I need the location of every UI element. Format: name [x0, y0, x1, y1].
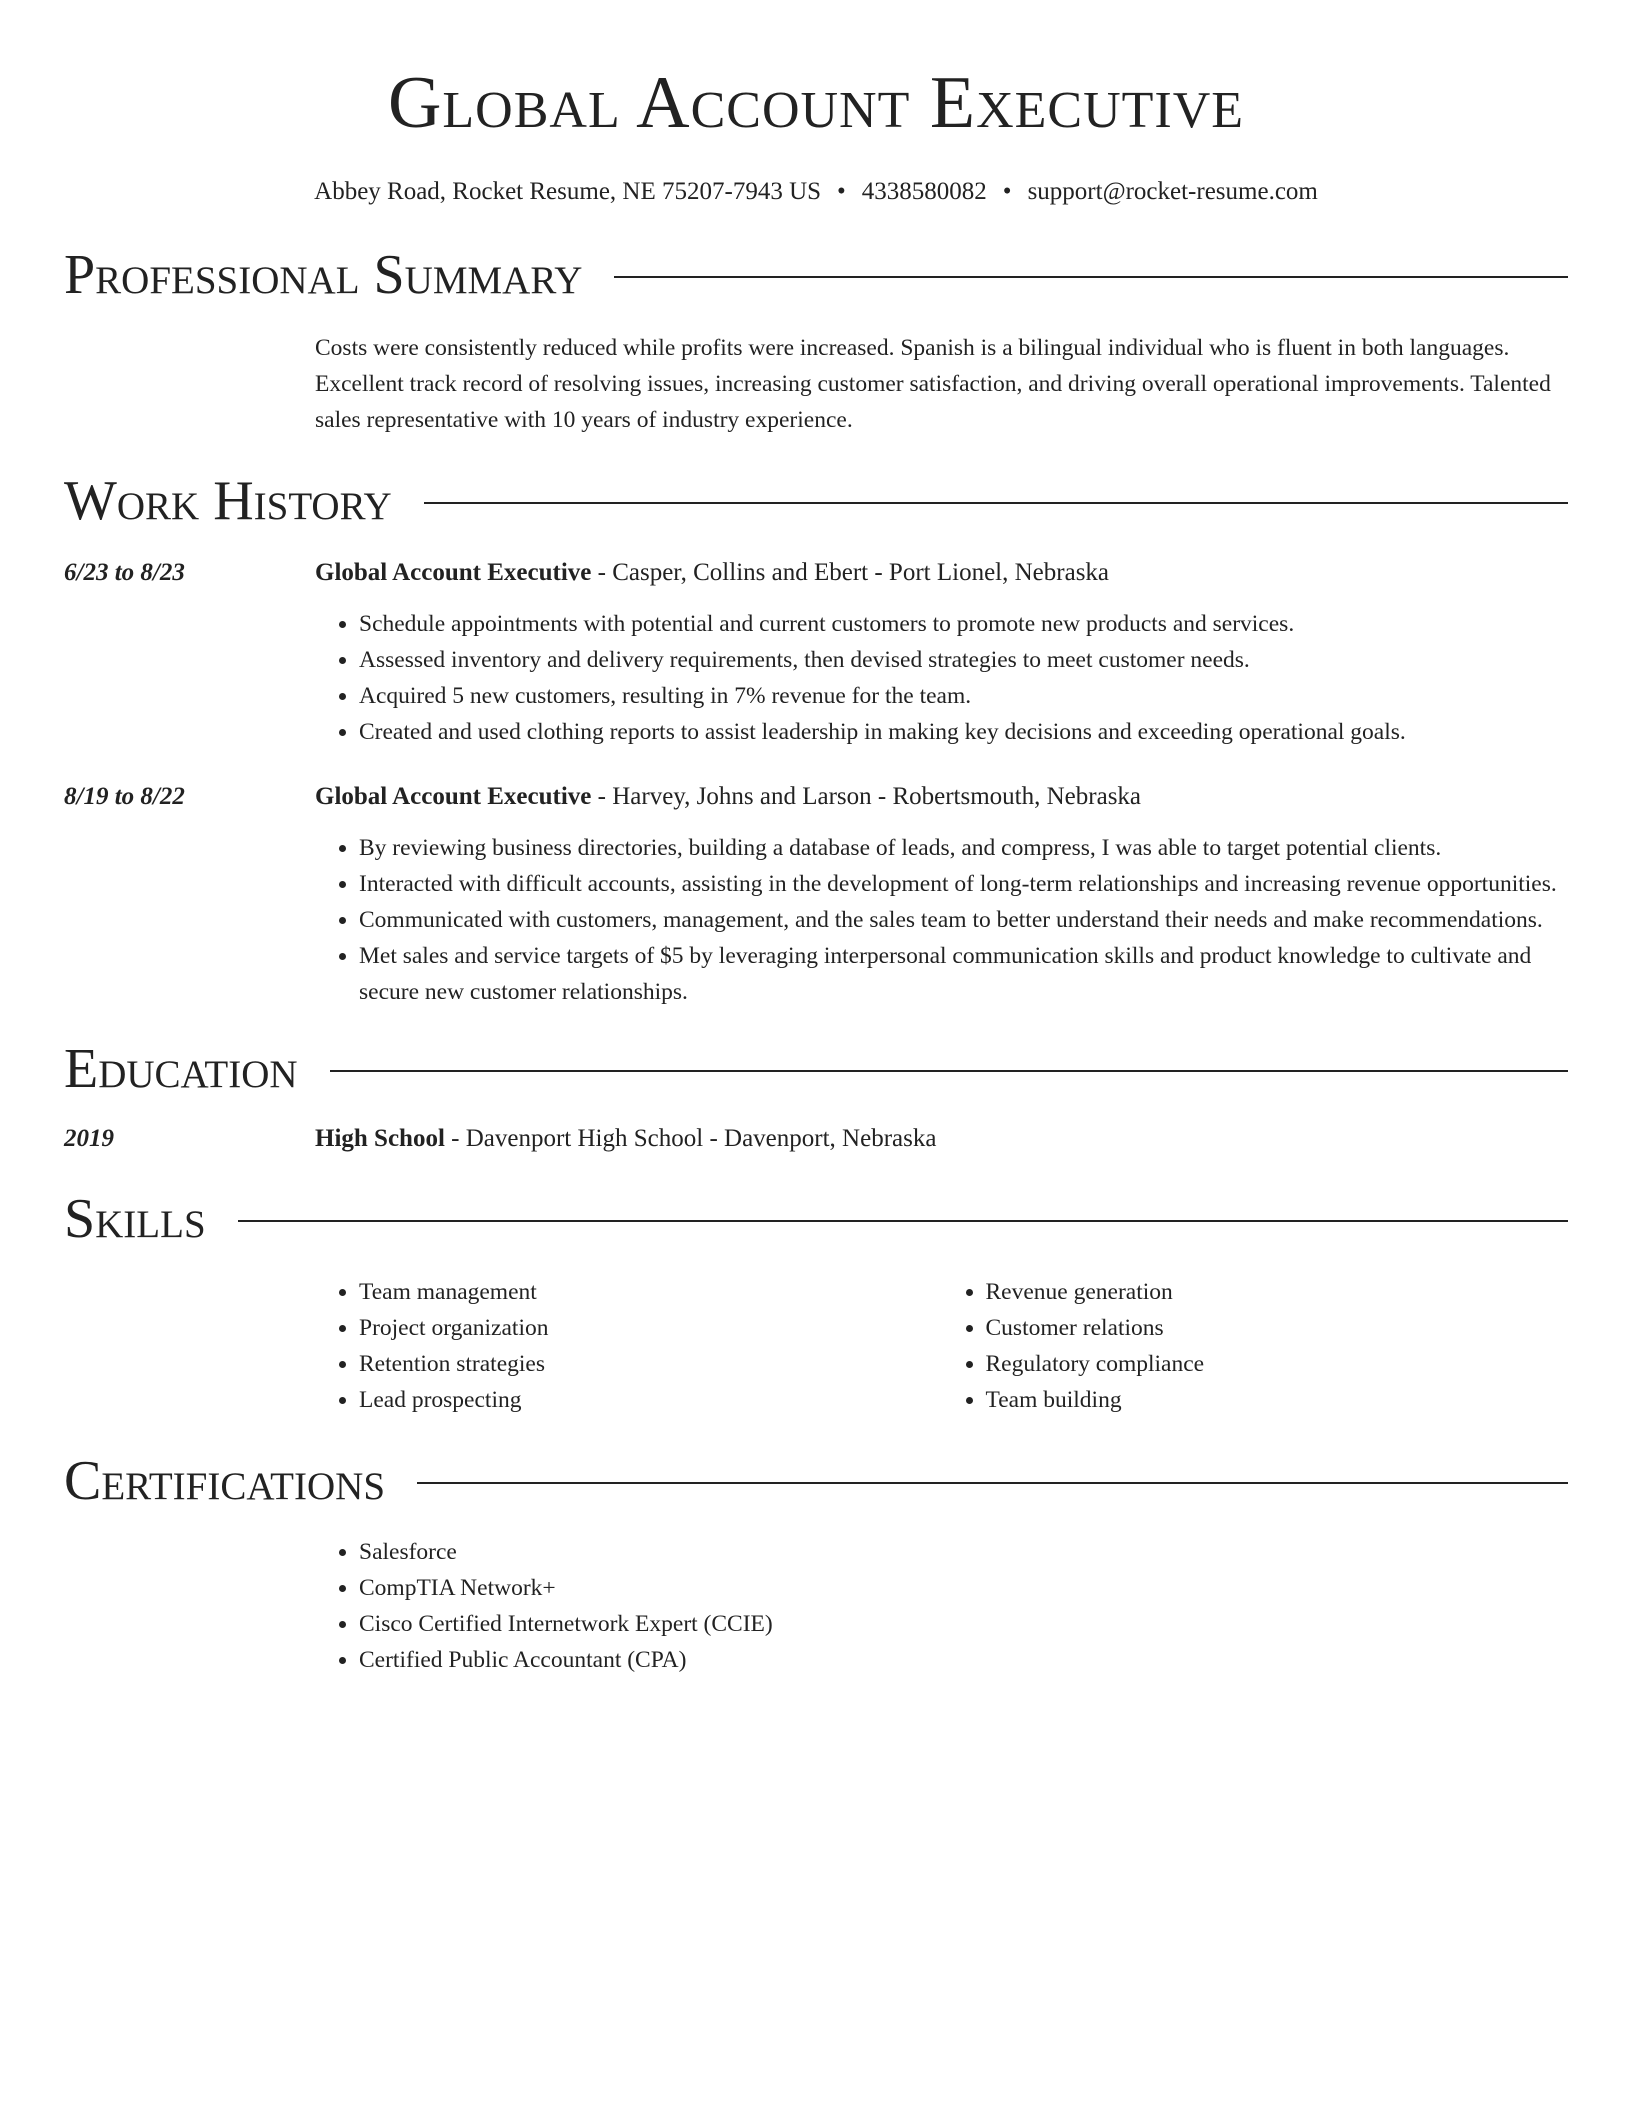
education-entry — [64, 1122, 1568, 1156]
skills-section-header — [64, 1186, 1568, 1252]
list-item: • Acquired 5 new customers, resulting in 7% revenue for the team. — [359, 678, 1568, 714]
separator-dot: • — [837, 178, 846, 205]
certifications-heading: Certifications — [64, 1450, 386, 1512]
phone: 4338580082 — [861, 178, 987, 205]
resume-title: Global Account Executive — [387, 62, 1245, 144]
section-divider — [614, 276, 1568, 278]
certifications-list — [315, 1534, 1568, 1678]
job-details: - Harvey, Johns and Larson - Robertsmouth, Nebraska — [591, 783, 1142, 810]
address: Abbey Road, Rocket Resume, NE 75207-7943 US — [314, 178, 822, 205]
list-item: • Retention strategies — [359, 1346, 942, 1382]
job-details: - Casper, Collins and Ebert - Port Lionel, Nebraska — [591, 559, 1110, 586]
list-item: • Revenue generation — [986, 1274, 1569, 1310]
summary-heading: Professional Summary — [64, 244, 583, 306]
summary-section-header — [64, 242, 1568, 308]
work-heading: Work History — [64, 470, 392, 532]
education-year: 2019 — [64, 1125, 114, 1152]
list-item: • Team building — [986, 1382, 1569, 1418]
job-bullets — [315, 606, 1568, 750]
job-entry — [64, 556, 1568, 750]
education-heading: Education — [64, 1038, 298, 1100]
skills-columns — [315, 1274, 1568, 1418]
job-title: Global Account Executive — [315, 559, 592, 586]
job-heading — [315, 556, 1568, 590]
list-item: • Certified Public Accountant (CPA) — [359, 1642, 1568, 1678]
list-item: • Assessed inventory and delivery requirements, then devised strategies to meet customer needs. — [359, 642, 1568, 678]
list-item: • Met sales and service targets of $5 by leveraging interpersonal communication skills and product knowledge to cultivate and secure new customer relationships. — [359, 938, 1568, 1010]
separator-dot: • — [1002, 178, 1012, 205]
job-title: Global Account Executive — [315, 783, 592, 810]
list-item: • Regulatory compliance — [986, 1346, 1569, 1382]
list-item: • Customer relations — [986, 1310, 1569, 1346]
education-details: - Davenport High School - Davenport, Nebraska — [444, 1125, 937, 1152]
education-section-header — [64, 1036, 1568, 1102]
certifications-section-header — [64, 1448, 1568, 1514]
list-item: • Created and used clothing reports to assist leadership in making key decisions and exceeding operational goals. — [359, 714, 1568, 750]
email: support@rocket-resume.com — [1027, 178, 1318, 205]
work-section-header — [64, 468, 1568, 534]
job-dates: 6/23 to 8/23 — [64, 559, 185, 586]
section-divider — [330, 1070, 1568, 1072]
section-divider — [238, 1220, 1568, 1222]
job-body — [315, 556, 1568, 750]
skills-right-list — [942, 1274, 1569, 1418]
list-item: • Salesforce — [359, 1534, 1568, 1570]
job-dates: 8/19 to 8/22 — [64, 783, 185, 810]
contact-line — [64, 176, 1568, 208]
job-body — [315, 780, 1568, 1010]
list-item: • By reviewing business directories, building a database of leads, and compress, I was able to target potential clients. — [359, 830, 1568, 866]
list-item: • Schedule appointments with potential and current customers to promote new products and services. — [359, 606, 1568, 642]
summary-text: Costs were consistently reduced while profits were increased. Spanish is a bilingual individual who is fluent in both languages. Excellent track record of resolving issues, increasing customer satisfaction, and driving overall operational improvements. Talented sales representative with 10 years of industry experience. — [315, 335, 1551, 433]
list-item: • Cisco Certified Internetwork Expert (CCIE) — [359, 1606, 1568, 1642]
list-item: • Team management — [359, 1274, 942, 1310]
section-divider — [424, 502, 1568, 504]
job-bullets — [315, 830, 1568, 1010]
list-item: • CompTIA Network+ — [359, 1570, 1568, 1606]
education-degree: High School — [315, 1125, 445, 1152]
list-item: • Communicated with customers, management, and the sales team to better understand their needs and make recommendations. — [359, 902, 1568, 938]
skills-heading: Skills — [64, 1188, 206, 1250]
list-item: • Interacted with difficult accounts, assisting in the development of long-term relationships and increasing revenue opportunities. — [359, 866, 1568, 902]
list-item: • Project organization — [359, 1310, 942, 1346]
education-heading-line — [315, 1122, 1568, 1156]
job-entry — [64, 780, 1568, 1010]
certifications-block — [315, 1534, 1568, 1678]
section-divider — [417, 1482, 1568, 1484]
list-item: • Lead prospecting — [359, 1382, 942, 1418]
job-heading — [315, 780, 1568, 814]
skills-left-list — [315, 1274, 942, 1418]
